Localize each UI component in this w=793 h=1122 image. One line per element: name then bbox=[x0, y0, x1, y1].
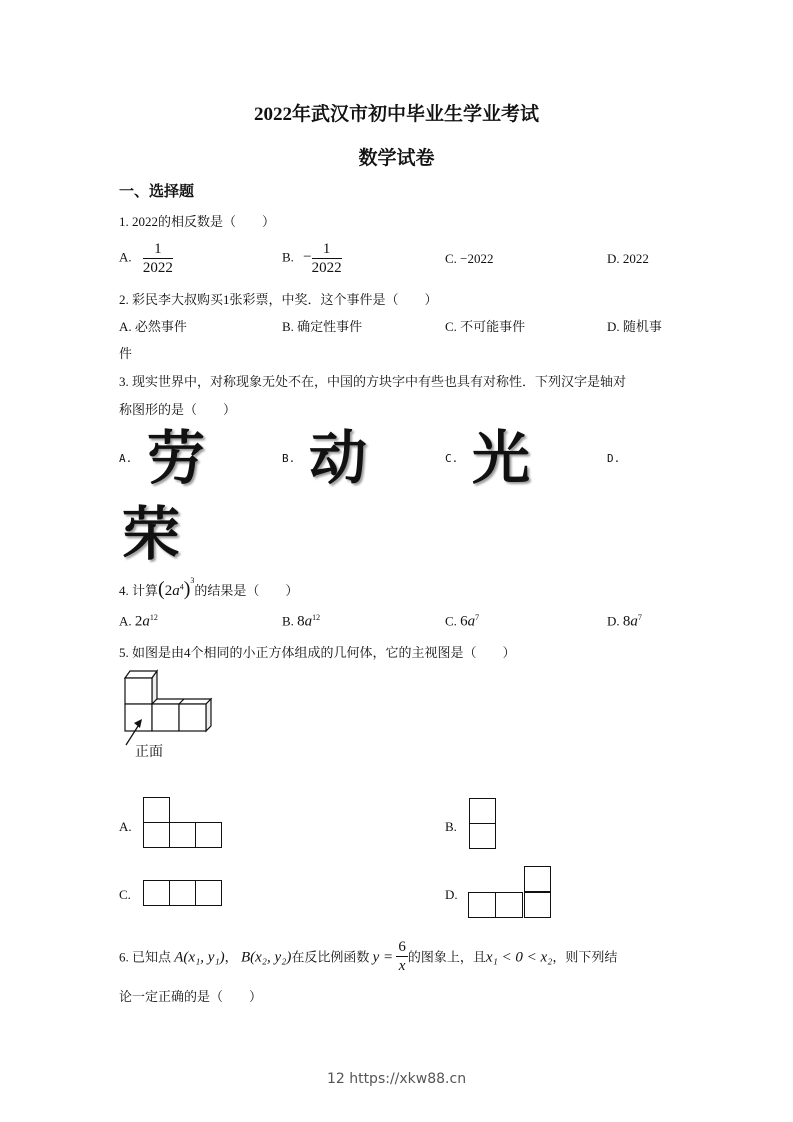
stem-text: ，则下列结 bbox=[552, 949, 618, 965]
q2-option-d-wrap: 件 bbox=[119, 346, 133, 361]
option-label: A. bbox=[119, 319, 132, 334]
denominator: 2022 bbox=[142, 260, 173, 276]
q5-option-a[interactable] bbox=[143, 797, 233, 852]
q1-option-c[interactable] bbox=[445, 251, 494, 267]
inner-exponent: 4 bbox=[179, 582, 184, 592]
question-2-stem: 2. 彩民李大叔购买1张彩票，中奖．这个事件是（ ） bbox=[119, 292, 438, 307]
option-label: A. bbox=[119, 819, 132, 834]
option-label: A. bbox=[119, 249, 132, 265]
option-text: 随机事 bbox=[622, 319, 662, 334]
question-6-stem-line2: 论一定正确的是（ ） bbox=[119, 989, 263, 1004]
point-b: B(x₂, y₂) bbox=[240, 949, 292, 966]
q3-option-c[interactable]: 光 bbox=[472, 424, 531, 492]
denominator: x bbox=[398, 958, 406, 974]
option-text: 必然事件 bbox=[134, 319, 187, 334]
option-label: B. bbox=[282, 452, 296, 465]
outer-exponent: 3 bbox=[190, 576, 195, 585]
front-label: 正面 bbox=[135, 744, 163, 760]
option-label: B. bbox=[445, 819, 457, 834]
option-label: C. bbox=[445, 319, 457, 334]
var: a bbox=[142, 613, 150, 630]
option-label: A. bbox=[119, 613, 132, 629]
close-paren: ) bbox=[183, 578, 191, 600]
var: a bbox=[467, 613, 476, 630]
q1-option-b[interactable] bbox=[282, 240, 342, 277]
question-6-stem-line1 bbox=[119, 940, 617, 977]
question-4-stem bbox=[119, 576, 298, 601]
exam-subtitle: 数学试卷 bbox=[358, 148, 435, 169]
q4-option-a[interactable] bbox=[119, 613, 158, 630]
q3-option-d[interactable]: 荣 bbox=[122, 500, 181, 568]
stem-text: 4. 计算 bbox=[119, 583, 159, 598]
var: a bbox=[172, 583, 180, 599]
numerator: 1 bbox=[143, 240, 173, 259]
var: a bbox=[304, 613, 313, 630]
stem-text: 6. 已知点 bbox=[119, 949, 172, 965]
question-5-stem: 5. 如图是由4个相同的小正方体组成的几何体，它的主视图是（ ） bbox=[119, 645, 516, 660]
section-heading: 一、选择题 bbox=[119, 182, 195, 200]
option-label: A. bbox=[119, 452, 133, 465]
q5-option-b[interactable] bbox=[469, 798, 499, 853]
option-label: D. bbox=[607, 251, 620, 266]
function-fraction bbox=[396, 938, 408, 975]
q2-option-b[interactable] bbox=[282, 316, 362, 335]
q1-option-d[interactable] bbox=[607, 251, 649, 267]
point-a: A(x₁, y₁) bbox=[174, 949, 225, 966]
stem-text: 在反比例函数 bbox=[291, 949, 370, 965]
function-lhs: y = bbox=[372, 949, 394, 966]
option-text: 2022 bbox=[622, 251, 649, 266]
numerator: 1 bbox=[312, 240, 342, 259]
q3-option-a[interactable]: 劳 bbox=[147, 424, 206, 492]
option-label: C. bbox=[445, 452, 459, 465]
q2-option-d[interactable] bbox=[607, 316, 662, 335]
option-text: −2022 bbox=[460, 251, 494, 266]
fraction bbox=[143, 240, 173, 277]
option-text: 不可能事件 bbox=[460, 319, 526, 334]
option-label: C. bbox=[445, 251, 457, 266]
option-label: B. bbox=[282, 319, 294, 334]
exponent: 12 bbox=[149, 613, 158, 622]
q4-option-d[interactable] bbox=[607, 613, 642, 630]
stem-text: 的结果是（ ） bbox=[194, 583, 299, 598]
exponent: 7 bbox=[475, 613, 480, 622]
option-label: C. bbox=[119, 887, 131, 902]
option-label: D. bbox=[607, 319, 620, 334]
q5-option-d[interactable] bbox=[468, 866, 558, 921]
question-3-stem-line2: 称图形的是（ ） bbox=[119, 402, 237, 417]
minus-sign: − bbox=[303, 249, 312, 266]
option-text: 确定性事件 bbox=[297, 319, 363, 334]
numerator: 6 bbox=[398, 939, 406, 955]
coef: 6 bbox=[460, 613, 468, 630]
option-label: B. bbox=[282, 249, 294, 265]
coef: 8 bbox=[622, 613, 631, 630]
var: a bbox=[630, 613, 638, 630]
q5-option-c[interactable] bbox=[143, 880, 233, 908]
option-label: D. bbox=[445, 887, 458, 902]
coef: 8 bbox=[297, 613, 305, 630]
q4-option-c[interactable] bbox=[445, 613, 479, 630]
option-label: B. bbox=[282, 613, 294, 629]
stem-text: 的图象上，且 bbox=[407, 949, 486, 965]
exponent: 12 bbox=[312, 613, 321, 622]
question-3-stem-line1: 3. 现实世界中，对称现象无处不在，中国的方块字中有些也具有对称性．下列汉字是轴对 bbox=[119, 374, 627, 389]
separator: ， bbox=[224, 949, 238, 965]
q3-option-b[interactable]: 动 bbox=[309, 424, 368, 492]
option-label: D. bbox=[607, 452, 621, 465]
open-paren: ( bbox=[158, 578, 165, 600]
exam-title: 2022年武汉市初中毕业生学业考试 bbox=[253, 104, 539, 125]
q2-option-a[interactable] bbox=[119, 316, 187, 335]
option-label: C. bbox=[445, 613, 457, 629]
option-label: D. bbox=[607, 613, 620, 629]
coef: 2 bbox=[134, 613, 143, 630]
exponent: 7 bbox=[637, 613, 642, 622]
coef: 2 bbox=[164, 583, 173, 599]
q3-options-row bbox=[119, 424, 719, 498]
page-footer: 12 https://xkw88.cn bbox=[326, 1071, 467, 1087]
question-1-stem: 1. 2022的相反数是（ ） bbox=[119, 214, 276, 229]
inequality: x₁ < 0 < x₂ bbox=[485, 949, 553, 966]
q4-option-b[interactable] bbox=[282, 613, 320, 630]
fraction bbox=[312, 240, 342, 277]
denominator: 2022 bbox=[311, 260, 342, 276]
q2-option-c[interactable] bbox=[445, 316, 525, 335]
q1-option-a[interactable] bbox=[119, 240, 173, 277]
